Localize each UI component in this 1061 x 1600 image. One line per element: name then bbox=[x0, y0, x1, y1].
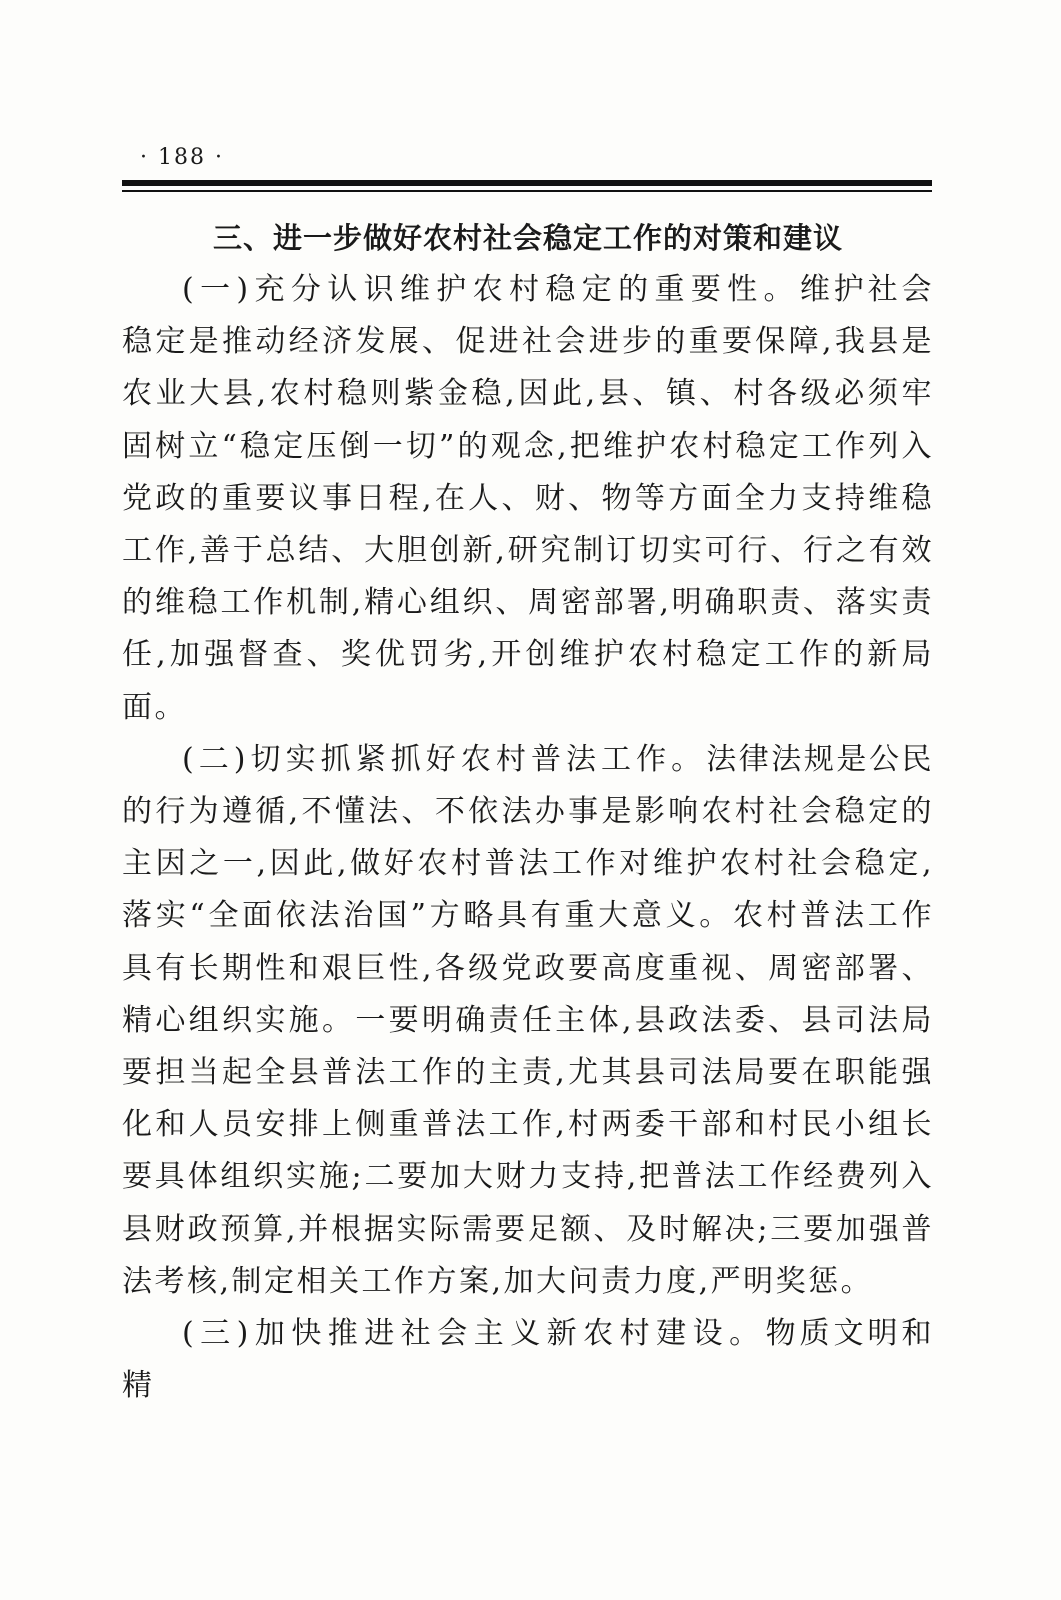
paragraph-heading: (二)切实抓紧抓好农村普法工作。 bbox=[182, 741, 707, 777]
paragraph-text: 维护社会稳定是推动经济发展、促进社会进步的重要保障,我县是农业大县,农村稳则紫金稳,因此,县、镇、村各级必须牢固树立“稳定压倒一切”的观念,把维护农村稳定工作列入党政的重要议事日程,在人、财、物等方面全力支持维稳工作,善于总结、大胆创新,研究制订切实可行、行之有效的维稳工作机制,精心组织、周密部署,明确职责、落实责任,加强督查、奖优罚劣,开创维护农村稳定工作的新局面。 bbox=[122, 272, 934, 725]
paragraph-text: 物质文明和精 bbox=[122, 1316, 934, 1404]
paragraph-heading: (一)充分认识维护农村稳定的重要性。 bbox=[182, 272, 800, 307]
section-title: 三、进一步做好农村社会稳定工作的对策和建议 bbox=[212, 221, 843, 255]
header-rule-thin bbox=[122, 190, 932, 192]
paragraph-heading: (三)加快推进社会主义新农村建设。 bbox=[182, 1316, 766, 1352]
paragraph-1 bbox=[122, 264, 934, 734]
header-rule-thick bbox=[122, 180, 932, 186]
page-body bbox=[122, 212, 934, 1412]
paragraph-2 bbox=[122, 734, 934, 1308]
page-number: · 188 · bbox=[140, 145, 224, 170]
paragraph-text: 法律法规是公民的行为遵循,不懂法、不依法办事是影响农村社会稳定的主因之一,因此,做好农村普法工作对维护农村社会稳定,落实“全面依法治国”方略具有重大意义。农村普法工作具有长期性和艰巨性,各级党政要高度重视、周密部署、精心组织实施。一要明确责任主体,县政法委、县司法局要担当起全县普法工作的主责,尤其县司法局要在职能强化和人员安排上侧重普法工作,村两委干部和村民小组长要具体组织实施;二要加大财力支持,把普法工作经费列入县财政预算,并根据实际需要足额、及时解决;三要加强普法考核,制定相关工作方案,加大问责力度,严明奖惩。 bbox=[122, 741, 934, 1299]
paragraph-3 bbox=[122, 1308, 934, 1412]
